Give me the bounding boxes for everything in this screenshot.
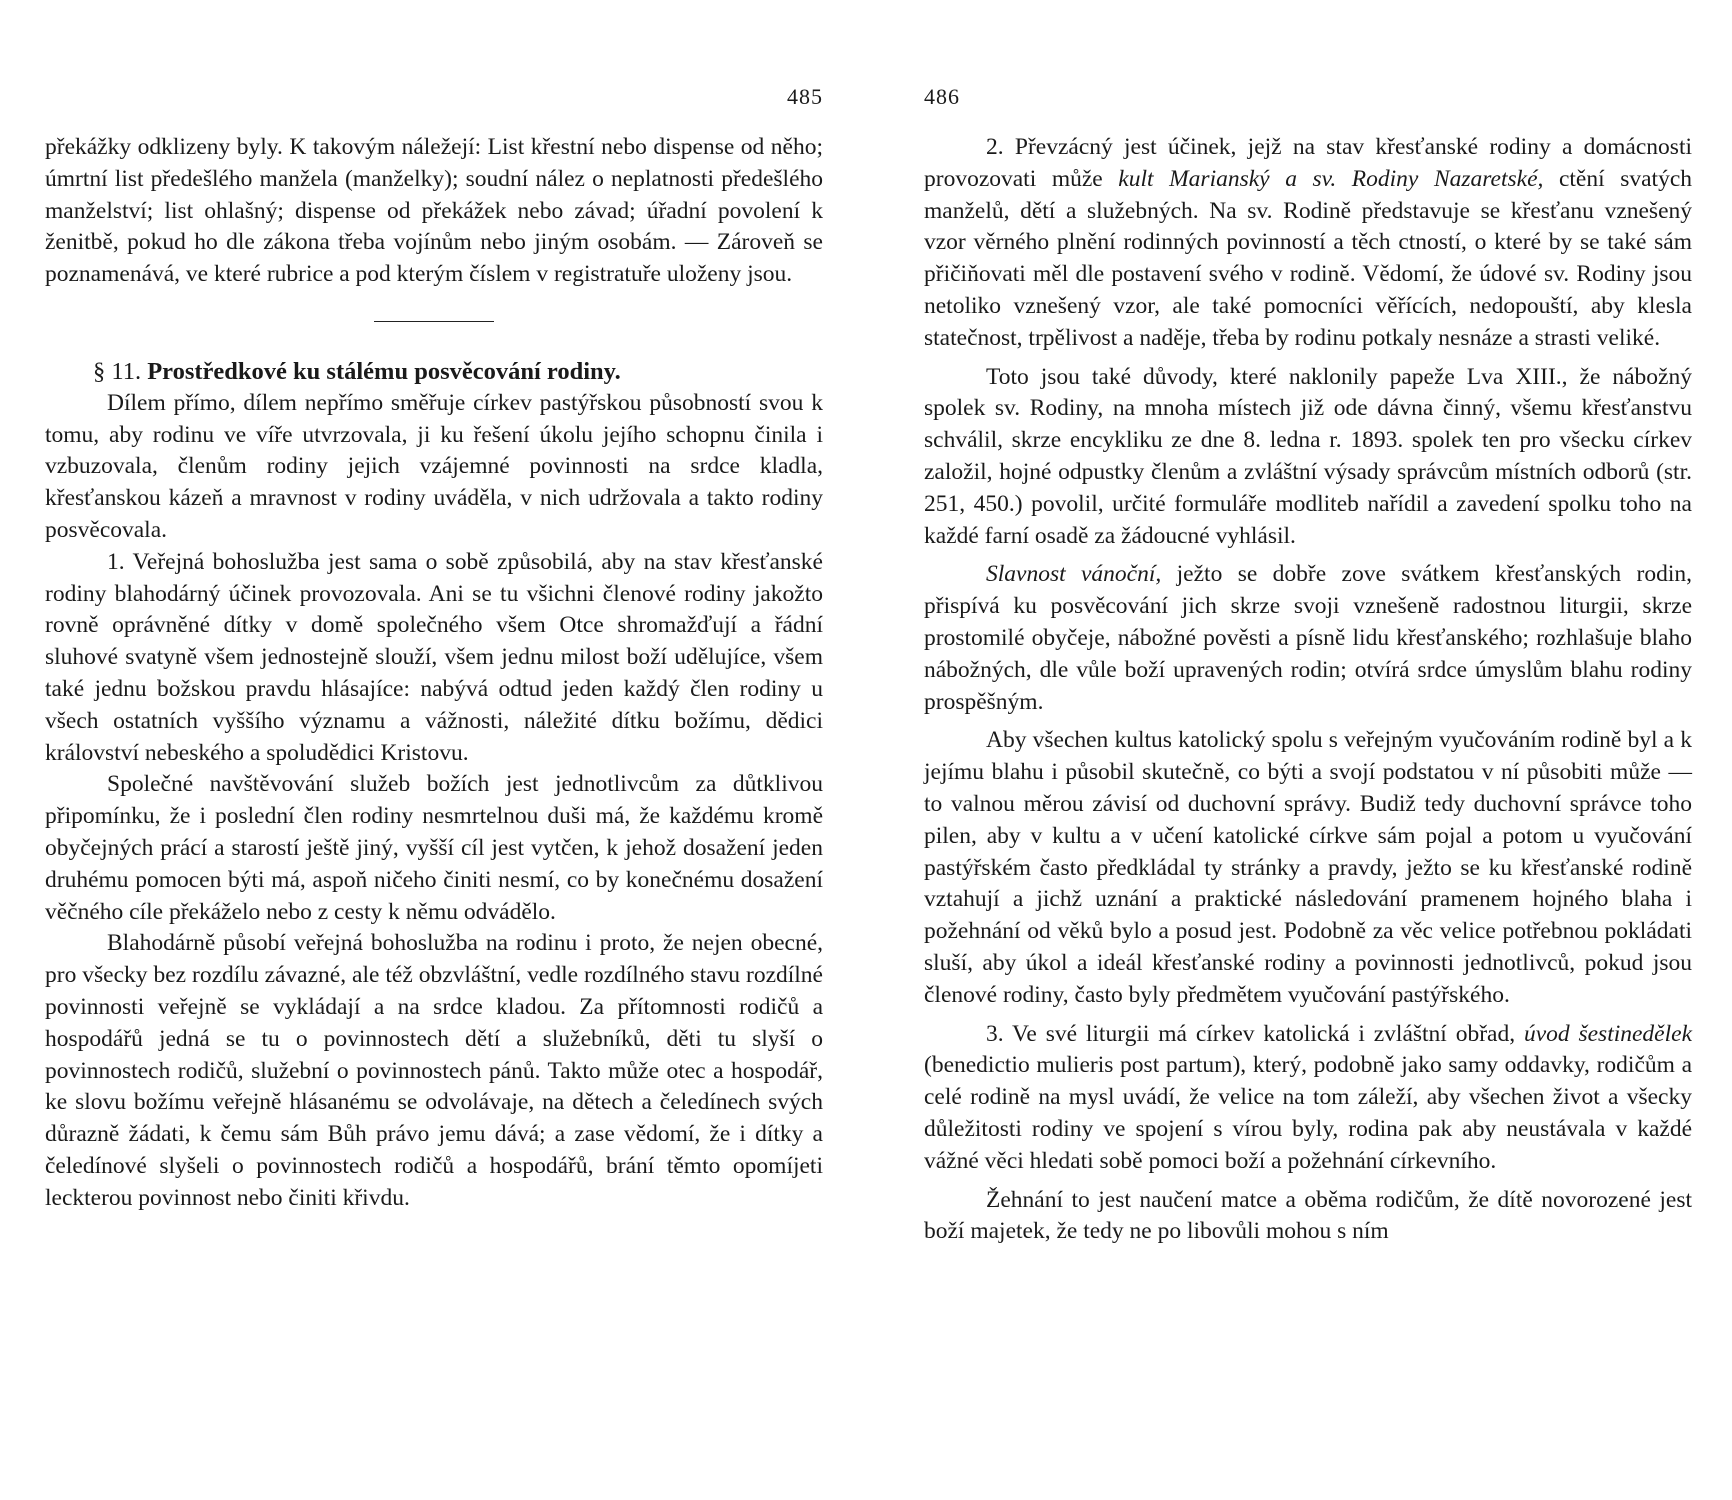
left-page-text [45, 132, 823, 1215]
text-run: 2. Převzácný jest účinek, jejž na stav křesťanské rodiny a domácnosti provozovati může [924, 134, 1692, 192]
paragraph: Žehnání to jest naučení matce a oběma rodičům, že dítě novorozené jest boží majetek, že tedy ne po libovůli mohou s ním [924, 1186, 1692, 1245]
paragraph: Toto jsou také důvody, které naklonily papeže Lva XIII., že nábožný spolek sv. Rodiny, na mnoha místech již ode dávna činný, všemu křesťanstvu schválil, skrze encykliku ze dne 8. ledna r. 1893. spolek ten pro všecku církev založil, hojné odpustky členům a zvláštní výsady správcům místních odborů (str. 251, 450.) povolil, určité formuláře modliteb nařídil a zavedení spolku toho na každé farní osadě za žádoucné vyhlásil. [924, 363, 1692, 549]
text-run: 3. Ve své liturgii má církev katolická i zvláštní obřad, [986, 1020, 1516, 1047]
text-run: ctění svatých manželů, dětí a služebných. Na sv. Rodině představuje se křesťanu vznešený vzor věrného plnění rodinných povinností a těch ctností, o které by se také sám přičiňovati měl dle postavení svého v rodině. Vědomí, že údové sv. Rodiny jsou netoliko vznešený vzor, ale také pomocníci věřících, nedopouští, aby klesla statečnost, trpělivost a naděje, třeba by rodinu potkaly nesnáze a strasti veliké. [924, 165, 1692, 351]
emphasis: kult Marianský a sv. Rodiny Nazaretské, [1118, 165, 1544, 192]
paragraph: 1. Veřejná bohoslužba jest sama o sobě způsobilá, aby na stav křesťanské rodiny blahodárný účinek provozovala. Ani se tu všichni členové rodiny jakožto rovně oprávněné dítky v domě společného všem Otce shromažďují a řádní sluhové svatyně všem jednostejně slouží, všem jednu milost boží udělujíce, všem také jednu božskou pravdu hlásajíce: nabývá odtud jeden každý člen rodiny u všech ostatních vyššího významu a vážnosti, náležité dítku božímu, dědici království nebeského a spoludědici Kristovu. [45, 548, 823, 766]
section-title: Prostředkové ku stálému posvěcování rodiny. [147, 357, 621, 385]
page-number: 485 [787, 84, 823, 109]
paragraph [924, 1019, 1692, 1178]
paragraph: Společné navštěvování služeb božích jest jednotlivcům za důtklivou připomínku, že i poslední člen rodiny nesmrtelnou duši má, že každému kromě obyčejných prácí a starostí ještě jiný, vyšší cíl jest vytčen, k jehož dosažení jeden druhému pomocen býti má, aspoň ničeho činiti nesmí, co by konečnému dosažení věčného cíle překáželo nebo z cesty k němu odvádělo. [45, 771, 823, 925]
section-number: § 11. [93, 357, 142, 385]
section-divider [374, 321, 494, 322]
text-run: (benedictio mulieris post partum), který, podobně jako samy oddavky, rodičům a celé rodině na mysl uvádí, že velice na tom záleží, aby všechen život a všecky důležitosti rodiny ve spojení s vírou byly, rodina pak aby neustávala v každé vážné věci hledati sobě pomoci boží a požehnání církevního. [924, 1052, 1692, 1174]
paragraph [924, 132, 1692, 355]
paragraph: překážky odklizeny byly. K takovým náležejí: List křestní nebo dispense od něho; úmrtní list předešlého manžela (manželky); soudní nález o neplatnosti předešlého manželství; list ohlašný; dispense od překážek nebo závad; úřadní povolení k ženitbě, pokud ho dle zákona třeba vojínům nebo jiným osobám. — Zároveň se poznamenává, ve které rubrice a pod kterým číslem v registratuře uloženy jsou. [45, 134, 823, 288]
right-page [924, 0, 1692, 1500]
paragraph [924, 559, 1692, 718]
left-page [45, 0, 823, 1500]
section-heading [45, 356, 823, 388]
paragraph: Blahodárně působí veřejná bohoslužba na rodinu i proto, že nejen obecné, pro všecky bez rozdílu závazné, ale též obzvláštní, vedle rozdílného stavu rozdílné povinnosti veřejně se vykládají a na srdce kladou. Za přítomnosti rodičů a hospodářů jedná se tu o povinnostech dětí a služebníků, děti tu slyší o povinnostech rodičů, služební o povinnostech pánů. Takto může otec a hospodář, ke slovu božímu veřejně hlásanému se odvolávaje, na dětech a čeledínech svých důrazně žádati, k čemu sám Bůh právo jemu dává; a zase vědomí, že i dítky a čeledínové slyšeli o povinnostech rodičů a hospodářů, brání těmto opomíjeti leckterou povinnost nebo činiti křivdu. [45, 930, 823, 1211]
right-page-text [924, 132, 1692, 1255]
emphasis: Slavnost vánoční, [986, 561, 1162, 588]
text-run: ježto se dobře zove svátkem křesťanských rodin, přispívá ku posvěcování jich skrze svoji vznešeně radostnou liturgii, skrze prostomilé obyčeje, nábožné pověsti a písně lidu křesťanského; rozhlašuje blaho nábožných, dle vůle boží upravených rodin; otvírá srdce úmyslům blahu rodiny prospěšným. [924, 561, 1692, 715]
paragraph: Dílem přímo, dílem nepřímo směřuje církev pastýřskou působností svou k tomu, aby rodinu ve víře utvrzovala, ji ku řešení úkolu jejího schopnu činila i vzbuzovala, členům rodiny jejich vzájemné povinnosti na srdce kladla, křesťanskou kázeň a mravnost v rodiny uváděla, v nich udržovala a takto rodiny posvěcovala. [45, 389, 823, 543]
paragraph: Aby všechen kultus katolický spolu s veřejným vyučováním rodině byl a k jejímu blahu i působil skutečně, co býti a svojí podstatou v ní působiti může — to valnou měrou závisí od duchovní správy. Budiž tedy duchovní správce toho pilen, aby v kultu a v učení katolické církve sám pojal a potom u vyučování pastýřském často předkládal ty stránky a pravdy, ježto se ku křesťanské rodině vztahují a jichž uznání a praktické následování pramenem hojného blaha i požehnání od věků bylo a posud jest. Podobně za věc velice potřebnou pokládati sluší, aby úkol a ideál křesťanské rodiny a povinnosti jednotlivců, pokud jsou členové rodiny, často byly předmětem vyučování pastýřského. [924, 727, 1692, 1008]
page-number: 486 [924, 84, 960, 109]
emphasis: úvod šestinedělek [1523, 1020, 1692, 1047]
